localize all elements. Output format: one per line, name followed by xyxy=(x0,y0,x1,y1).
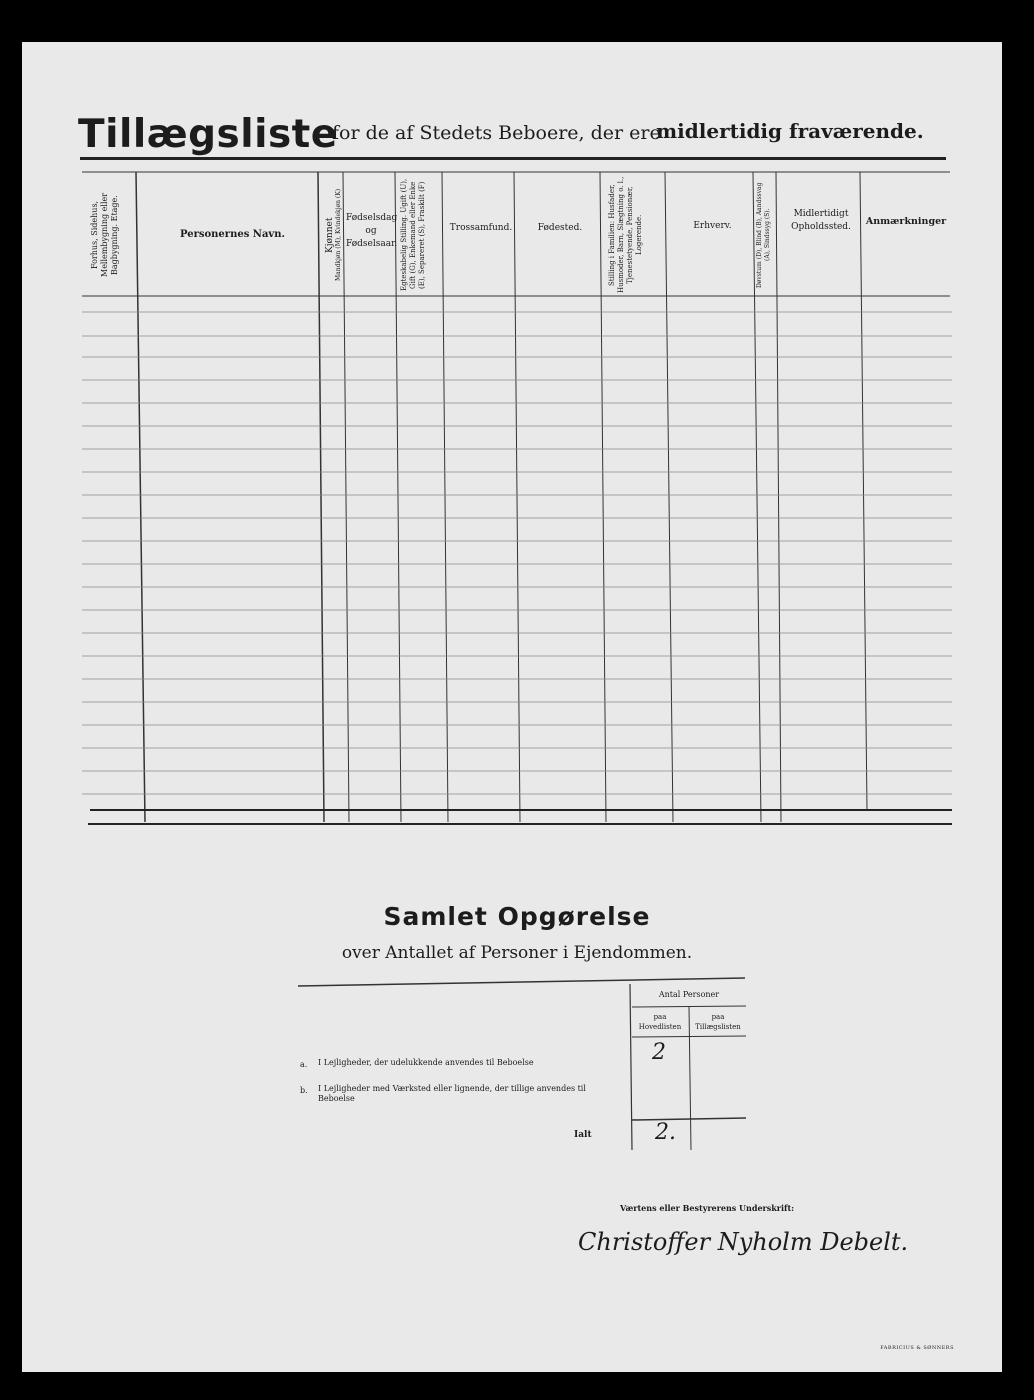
header-anmaerkninger: Anmærkninger xyxy=(865,216,947,227)
row-a-text: I Lejligheder, der udelukkende anvendes til Beboelse xyxy=(318,1058,534,1067)
printer-mark: FABRICIUS & SØNNERS xyxy=(880,1345,954,1351)
header-forhus: Forhus, Sidehus, Mellembygning eller Bagbygning. Etage. xyxy=(90,192,119,278)
summary-subtitle: over Antallet af Personer i Ejendommen. xyxy=(341,943,693,963)
row-a-letter: a. xyxy=(300,1060,308,1069)
header-erhverv: Erhverv. xyxy=(693,221,732,231)
signature: Christoffer Nyholm Debelt. xyxy=(578,1228,909,1256)
ialt-label: Ialt xyxy=(574,1130,592,1140)
header-stilling: Stilling i Familien: Husfader, Husmoder, Barn, Slægtning o. l., Tjenestetyende, Pensionær, Logerende. xyxy=(608,176,643,294)
header-midlertidigt: Midlertidigt Opholdssted. xyxy=(791,209,851,232)
ialt-value: 2. xyxy=(655,1120,676,1145)
header-fodested: Fødested. xyxy=(537,223,583,233)
row-b-letter: b. xyxy=(300,1086,308,1095)
row-b-text: I Lejligheder med Værksted eller lignende, der tillige anvendes til Beboelse xyxy=(318,1084,586,1103)
header-fodselsdag: Fødselsdag og Fødselsaar. xyxy=(346,213,398,249)
form-subtitle-bold: midlertidig fraværende. xyxy=(656,119,924,143)
hovedlisten-label: paa Hovedlisten xyxy=(638,1013,682,1031)
header-dovstum: Døvstum (D), Blind (B), Aandssvag (A), Sindssyg (S). xyxy=(756,182,771,288)
tillaegslisten-label: paa Tillægslisten xyxy=(695,1013,741,1031)
summary-title: Samlet Opgørelse xyxy=(383,902,651,931)
header-kjonnet-sub: Mandkjøn (M), Kvindekjøn (K) xyxy=(335,188,342,282)
header-egteskab: Egteskabelig Stilling. Ugift (U), Gift (G), Enkemand eller Enke (E), Separeret (S), Fraskilt (F) xyxy=(400,178,426,292)
header-navn: Personernes Navn. xyxy=(179,229,285,240)
signature-caption: Værtens eller Bestyrerens Underskrift: xyxy=(620,1203,795,1213)
row-a-value: 2 xyxy=(652,1040,666,1065)
form-title: Tillægsliste xyxy=(78,112,338,157)
header-trossamfund: Trossamfund. xyxy=(449,223,513,233)
header-kjonnet: Kjønnet xyxy=(325,217,335,253)
form-subtitle: for de af Stedets Beboere, der ere xyxy=(332,122,661,144)
antal-personer-label: Antal Personer xyxy=(658,990,720,999)
